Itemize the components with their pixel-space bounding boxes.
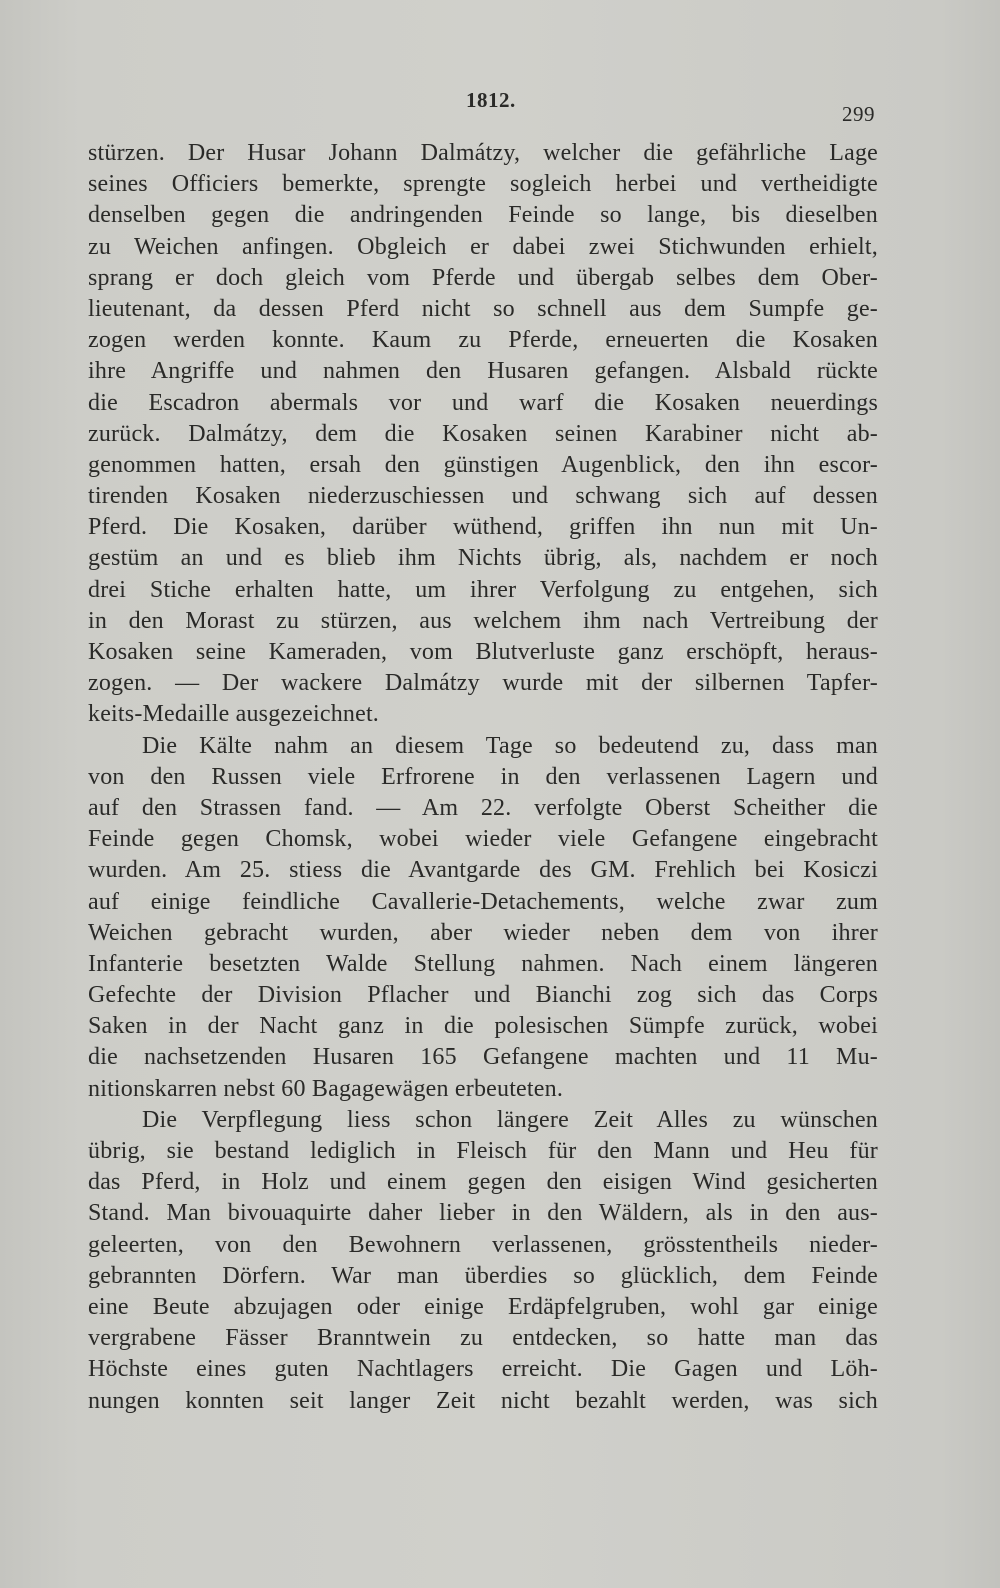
text-line: ihre Angriffe und nahmen den Husaren gefangen. Alsbald rückte	[88, 358, 878, 385]
text-line: lieutenant, da dessen Pferd nicht so schnell aus dem Sumpfe ge-	[88, 295, 878, 322]
running-title: 1812.	[466, 88, 516, 112]
text-line: Weichen gebracht wurden, aber wieder neben dem von ihrer	[88, 919, 878, 946]
text-line: die Escadron abermals vor und warf die Kosaken neuerdings	[88, 389, 878, 416]
text-line: übrig, sie bestand lediglich in Fleisch für den Mann und Heu für	[88, 1138, 878, 1164]
text-line: die nachsetzenden Husaren 165 Gefangene machten und 11 Mu-	[88, 1044, 878, 1071]
running-head	[0, 88, 1000, 128]
text-line: Saken in der Nacht ganz in die polesischen Sümpfe zurück, wobei	[88, 1013, 878, 1040]
body-text	[88, 138, 878, 1417]
text-line: drei Stiche erhalten hatte, um ihrer Verfolgung zu entgehen, sich	[88, 576, 878, 603]
text-line: denselben gegen die andringenden Feinde so lange, bis dieselben	[88, 202, 878, 229]
text-line: geleerten, von den Bewohnern verlassenen, grösstentheils nieder-	[88, 1231, 878, 1258]
text-line: keits-Medaille ausgezeichnet.	[88, 701, 380, 728]
text-line: das Pferd, in Holz und einem gegen den eisigen Wind gesicherten	[88, 1169, 878, 1196]
text-line: zurück. Dalmátzy, dem die Kosaken seinen Karabiner nicht ab-	[88, 420, 878, 447]
text-line: seines Officiers bemerkte, sprengte sogleich herbei und vertheidigte	[88, 171, 878, 198]
text-line: gestüm an und es blieb ihm Nichts übrig, als, nachdem er noch	[88, 545, 878, 572]
text-line: Stand. Man bivouaquirte daher lieber in den Wäldern, als in den aus-	[88, 1200, 878, 1227]
text-line: Feinde gegen Chomsk, wobei wieder viele Gefangene eingebracht	[88, 826, 878, 853]
text-line: zu Weichen anfingen. Obgleich er dabei zwei Stichwunden erhielt,	[88, 233, 878, 260]
text-line: zogen. — Der wackere Dalmátzy wurde mit der silbernen Tapfer-	[88, 670, 878, 697]
text-line: Die Verpflegung liess schon längere Zeit Alles zu wünschen	[142, 1106, 878, 1133]
text-line: zogen werden konnte. Kaum zu Pferde, erneuerten die Kosaken	[88, 327, 878, 354]
text-line: genommen hatten, ersah den günstigen Augenblick, den ihn escor-	[88, 451, 878, 478]
text-line: tirenden Kosaken niederzuschiessen und schwang sich auf dessen	[88, 483, 878, 510]
text-line: sprang er doch gleich vom Pferde und übergab selbes dem Ober-	[88, 264, 878, 291]
text-line: Höchste eines guten Nachtlagers erreicht. Die Gagen und Löh-	[88, 1356, 878, 1383]
text-line: nungen konnten seit langer Zeit nicht bezahlt werden, was sich	[88, 1387, 878, 1414]
text-line: auf den Strassen fand. — Am 22. verfolgte Oberst Scheither die	[88, 794, 878, 821]
text-line: gebrannten Dörfern. War man überdies so glücklich, dem Feinde	[88, 1262, 878, 1289]
text-line: Die Kälte nahm an diesem Tage so bedeutend zu, dass man	[142, 732, 878, 759]
text-line: Pferd. Die Kosaken, darüber wüthend, griffen ihn nun mit Un-	[88, 514, 878, 541]
text-line: stürzen. Der Husar Johann Dalmátzy, welcher die gefährliche Lage	[88, 140, 878, 166]
text-line: wurden. Am 25. stiess die Avantgarde des GM. Frehlich bei Kosiczi	[88, 857, 878, 884]
text-line: von den Russen viele Erfrorene in den verlassenen Lagern und	[88, 763, 878, 790]
text-line: in den Morast zu stürzen, aus welchem ihm nach Vertreibung der	[88, 607, 878, 634]
text-line: vergrabene Fässer Branntwein zu entdecken, so hatte man das	[88, 1325, 878, 1352]
text-line: Kosaken seine Kameraden, vom Blutverluste ganz erschöpft, heraus-	[88, 639, 878, 665]
text-line: Infanterie besetzten Walde Stellung nahmen. Nach einem längeren	[88, 950, 878, 977]
text-line: nitionskarren nebst 60 Bagagewägen erbeuteten.	[88, 1075, 564, 1102]
text-line: eine Beute abzujagen oder einige Erdäpfelgruben, wohl gar einige	[88, 1293, 878, 1320]
text-line: auf einige feindliche Cavallerie-Detachements, welche zwar zum	[88, 888, 878, 915]
text-line: Gefechte der Division Pflacher und Bianchi zog sich das Corps	[88, 982, 878, 1009]
page-number: 299	[842, 102, 875, 126]
